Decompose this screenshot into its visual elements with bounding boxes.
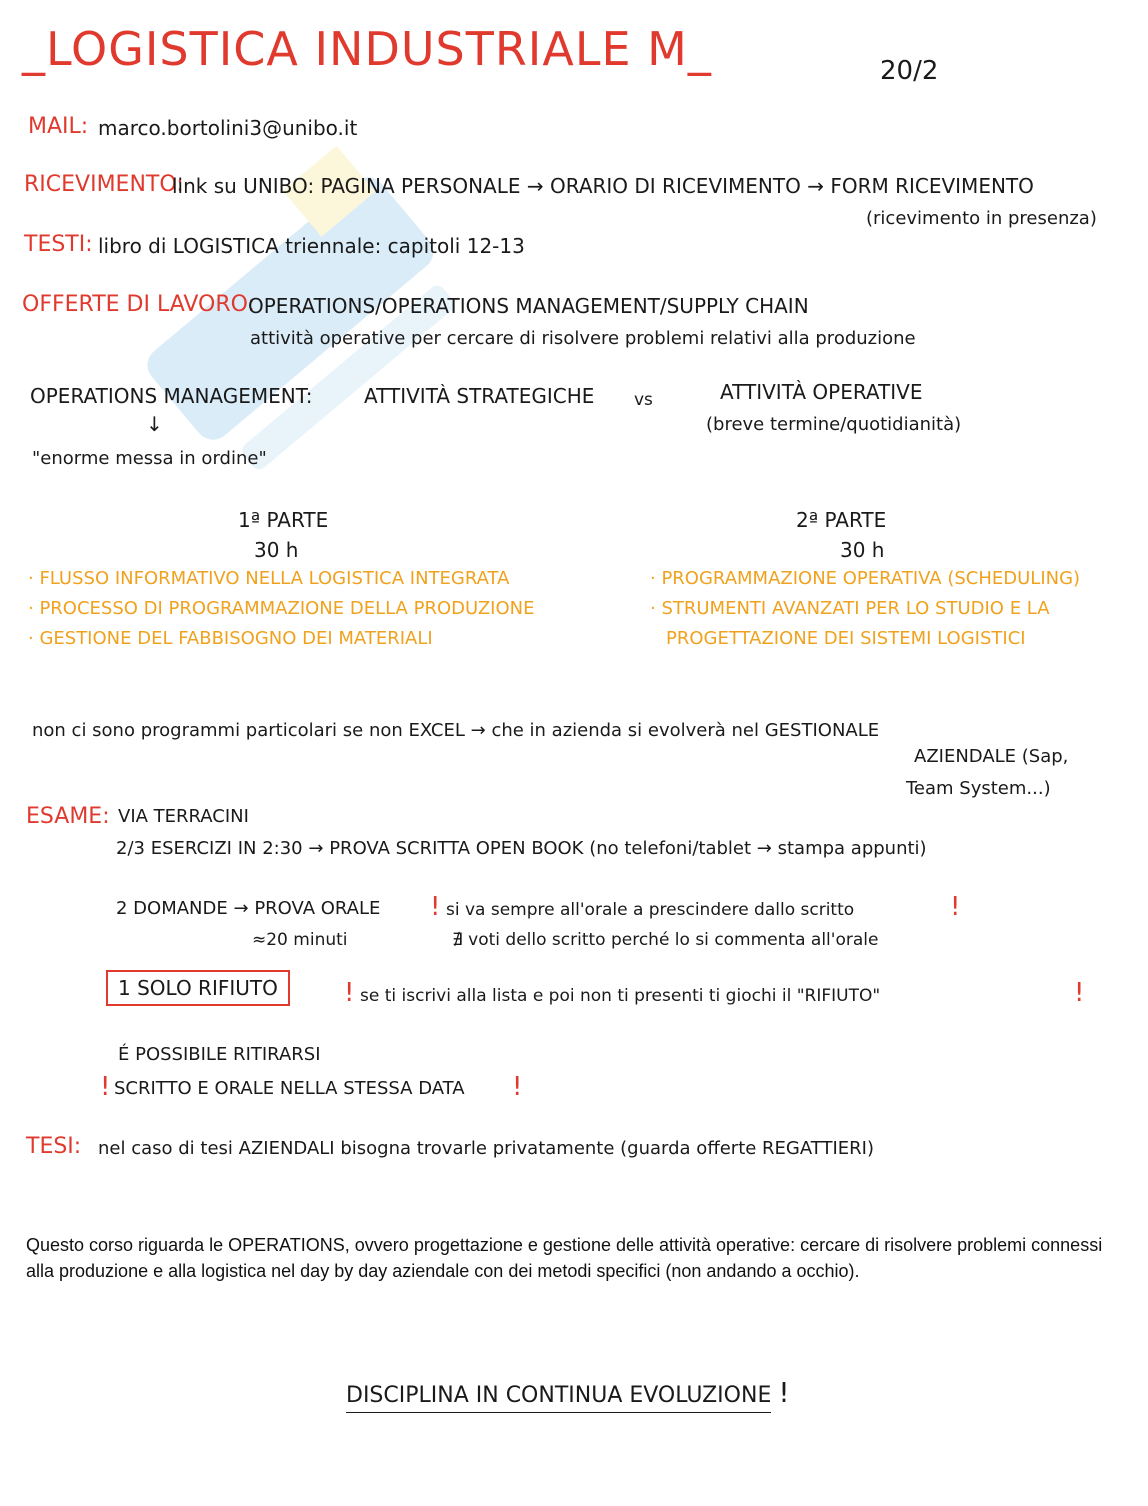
parte1-heading: 1ª PARTE — [238, 508, 329, 532]
parte1-hours: 30 h — [254, 538, 299, 562]
opman-vs: vs — [634, 390, 653, 410]
down-arrow-icon: ↓ — [146, 412, 163, 436]
arrow-icon: → — [233, 898, 249, 919]
exclamation-icon: ! — [1074, 978, 1085, 1008]
tesi-value: nel caso di tesi AZIENDALI bisogna trovarle privatamente (guarda offerte REGATTIERI) — [98, 1138, 874, 1159]
esame-orale-note2: ∄ voti dello scritto perché lo si commenta all'orale — [452, 930, 879, 950]
exclamation-icon: ! — [950, 892, 961, 922]
esame-orale-b: PROVA ORALE — [254, 898, 381, 919]
exclamation-icon: ! — [100, 1072, 111, 1102]
arrow-icon: → — [756, 838, 772, 859]
ricevimento-orario: ORARIO DI RICEVIMENTO — [549, 174, 801, 198]
programmi-line1 — [32, 720, 879, 741]
parte2-item: · PROGRAMMAZIONE OPERATIVA (SCHEDULING) — [650, 568, 1081, 589]
mail-value: marco.bortolini3@unibo.it — [98, 116, 358, 140]
opman-operative-note: (breve termine/quotidianità) — [706, 414, 962, 435]
testi-label: TESTI: — [24, 232, 93, 257]
parte1-item: · FLUSSO INFORMATIVO NELLA LOGISTICA INTEGRATA — [28, 568, 510, 589]
parte2-item: PROGETTAZIONE DEI SISTEMI LOGISTICI — [666, 628, 1026, 649]
arrow-icon: → — [526, 174, 544, 198]
date: 20/2 — [880, 56, 939, 86]
programmi-text: non ci sono programmi particolari se non EXCEL — [32, 720, 465, 741]
offerte-line2: attività operative per cercare di risolvere problemi relativi alla produzione — [250, 328, 916, 349]
programmi-line3: Team System...) — [906, 778, 1051, 799]
esame-label: ESAME: — [26, 804, 110, 829]
parte2-hours: 30 h — [840, 538, 885, 562]
esame-luogo: VIA TERRACINI — [118, 806, 249, 827]
ricevimento-label: RICEVIMENTO: — [24, 172, 184, 197]
footer-statement — [346, 1376, 790, 1409]
arrow-icon: → — [308, 838, 324, 859]
esame-orale — [116, 898, 380, 919]
exclamation-icon: ! — [778, 1376, 790, 1409]
watermark-logo — [40, 90, 560, 550]
esame-scritto-b: PROVA SCRITTA OPEN BOOK (no telefoni/tablet — [329, 838, 752, 859]
page-title: _LOGISTICA INDUSTRIALE M_ — [22, 22, 712, 76]
exclamation-icon: ! — [430, 892, 441, 922]
mail-label: MAIL: — [28, 114, 89, 139]
offerte-line1: OPERATIONS/OPERATIONS MANAGEMENT/SUPPLY CHAIN — [248, 294, 809, 318]
opman-quote: "enorme messa in ordine" — [32, 448, 267, 469]
footer-text: DISCIPLINA IN CONTINUA EVOLUZIONE — [346, 1383, 771, 1413]
esame-orale-a: 2 DOMANDE — [116, 898, 228, 919]
parte2-item: · STRUMENTI AVANZATI PER LO STUDIO E LA — [650, 598, 1050, 619]
rifiuto-note: se ti iscrivi alla lista e poi non ti presenti ti giochi il "RIFIUTO" — [360, 986, 881, 1006]
esame-orale-note1: si va sempre all'orale a prescindere dallo scritto — [446, 900, 855, 920]
tesi-label: TESI: — [26, 1134, 82, 1159]
exclamation-icon: ! — [344, 978, 355, 1008]
arrow-icon: → — [807, 174, 824, 198]
parte1-item: · PROCESSO DI PROGRAMMAZIONE DELLA PRODUZIONE — [28, 598, 535, 619]
summary-paragraph: Questo corso riguarda le OPERATIONS, ovvero progettazione e gestione delle attività operative: cercare di risolvere problemi connessi alla produzione e alla logistica nel day by day aziendale con dei metodi specifici (non andando a occhio). — [26, 1235, 1103, 1281]
ricevimento-note: (ricevimento in presenza) — [866, 208, 1097, 229]
opman-term: OPERATIONS MANAGEMENT: — [30, 384, 313, 408]
offerte-label: OFFERTE DI LAVORO: — [22, 292, 255, 317]
arrow-icon: → — [470, 720, 486, 741]
parte1-item: · GESTIONE DEL FABBISOGNO DEI MATERIALI — [28, 628, 433, 649]
esame-scritto-a: 2/3 ESERCIZI IN 2:30 — [116, 838, 303, 859]
esame-ritiro: É POSSIBILE RITIRARSI — [118, 1044, 321, 1065]
programmi-text-b: che in azienda si evolverà nel GESTIONALE — [491, 720, 880, 741]
parte2-heading: 2ª PARTE — [796, 508, 887, 532]
ricevimento-form: FORM RICEVIMENTO — [830, 174, 1034, 198]
exclamation-icon: ! — [512, 1072, 523, 1102]
esame-scritto-c: stampa appunti) — [777, 838, 927, 859]
opman-strategiche: ATTIVITÀ STRATEGICHE — [364, 384, 595, 408]
ricevimento-link: link su UNIBO: PAGINA PERSONALE — [172, 174, 521, 198]
esame-stessa-data: SCRITTO E ORALE NELLA STESSA DATA — [114, 1078, 465, 1099]
esame-scritto — [116, 838, 927, 859]
rifiuto-box: 1 SOLO RIFIUTO — [106, 970, 290, 1006]
esame-orale-time: ≈20 minuti — [252, 930, 348, 950]
ricevimento-line — [172, 174, 1034, 198]
testi-value: libro di LOGISTICA triennale: capitoli 12-13 — [98, 234, 525, 258]
opman-operative: ATTIVITÀ OPERATIVE — [720, 380, 923, 404]
programmi-line2: AZIENDALE (Sap, — [914, 746, 1069, 767]
